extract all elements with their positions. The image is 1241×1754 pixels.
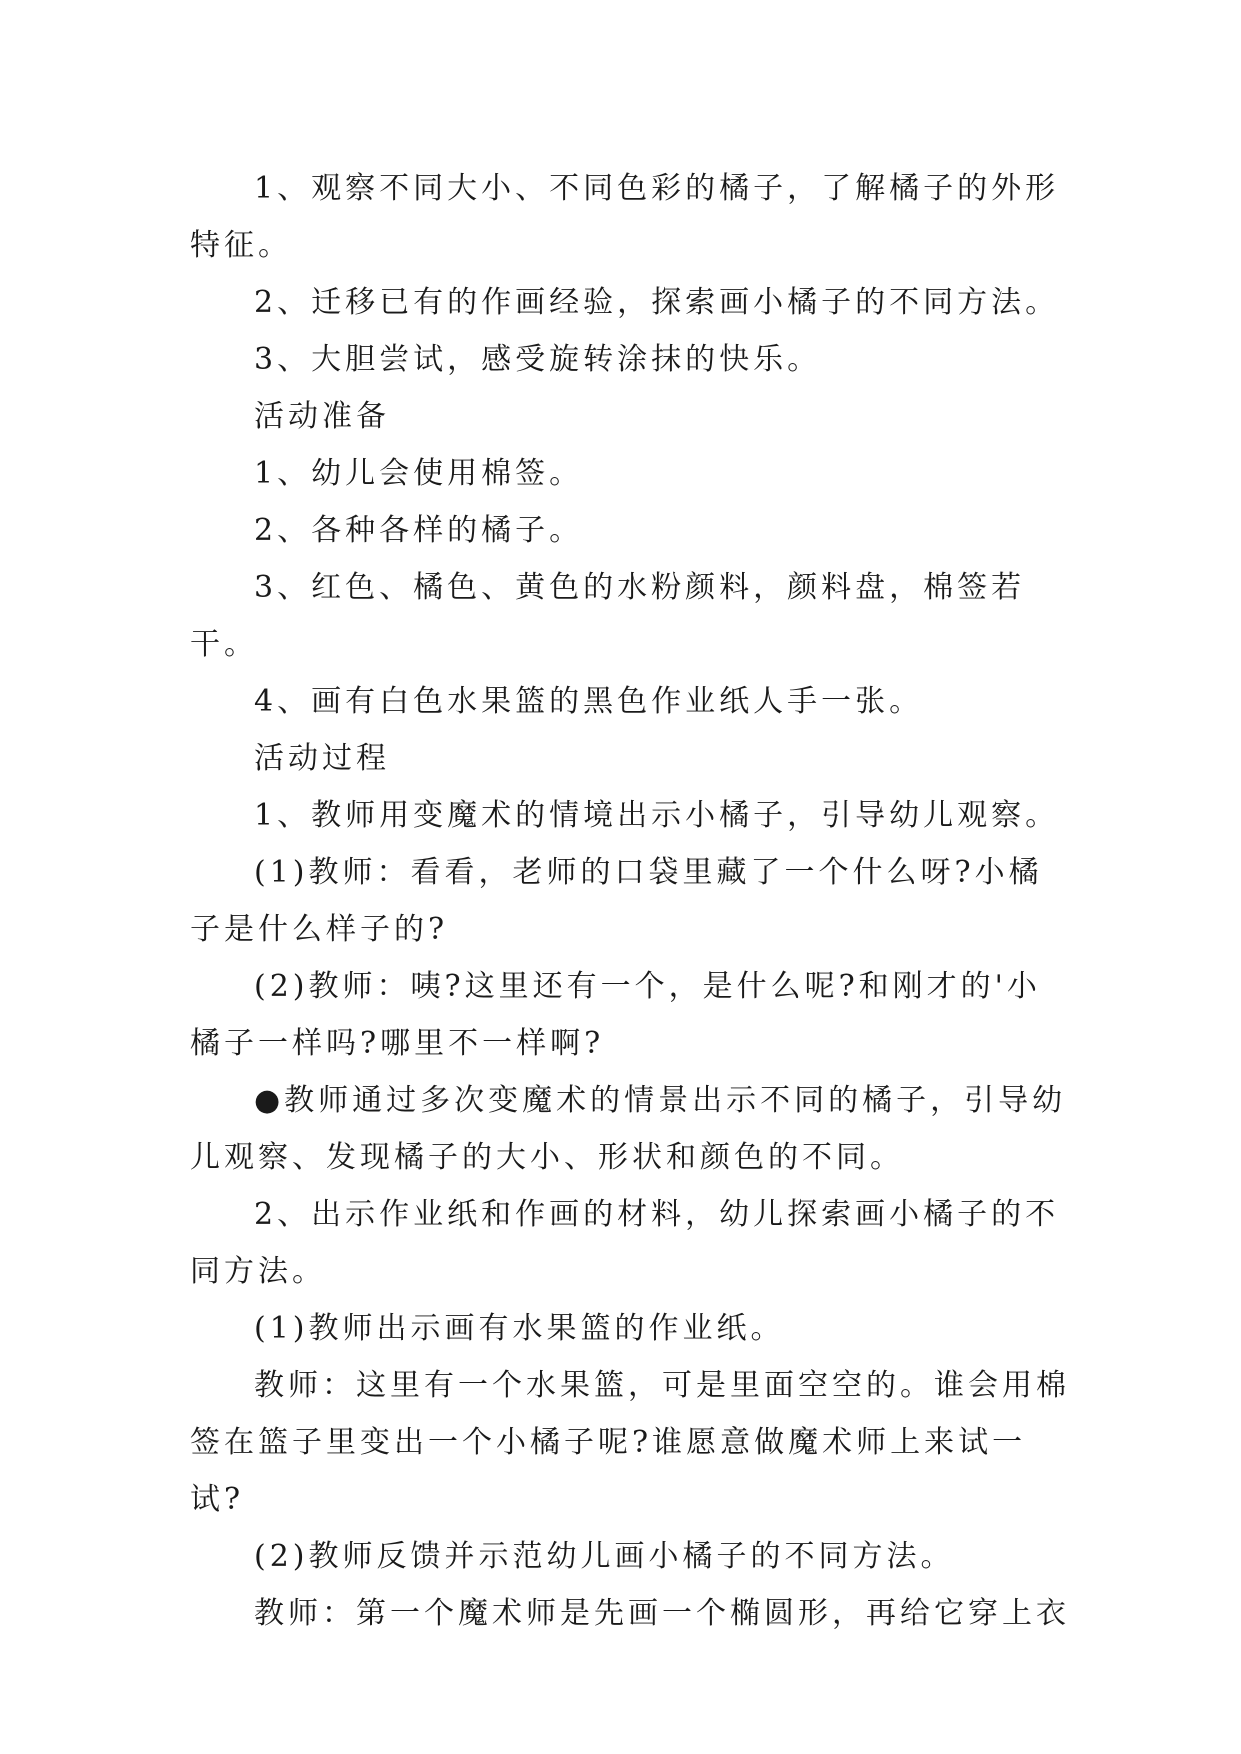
- paragraph-goal-1: 1、观察不同大小、不同色彩的橘子，了解橘子的外形特征。: [190, 171, 1060, 263]
- document-body: [190, 160, 1070, 1642]
- section-heading-preparation: 活动准备: [254, 399, 390, 434]
- paragraph-process-1-1: (1)教师：看看，老师的口袋里藏了一个什么呀?小橘子是什么样子的?: [190, 855, 1043, 947]
- paragraph-process-1-2: (2)教师：咦?这里还有一个，是什么呢?和刚才的'小橘子一样吗?哪里不一样啊?: [190, 969, 1041, 1061]
- paragraph-prep-3: 3、红色、橘色、黄色的水粉颜料，颜料盘，棉签若干。: [190, 570, 1026, 662]
- paragraph-goal-2: 2、迁移已有的作画经验，探索画小橘子的不同方法。: [254, 285, 1060, 320]
- paragraph-process-bullet: ●教师通过多次变魔术的情景出示不同的橘子，引导幼儿观察、发现橘子的大小、形状和颜色的不同。: [190, 1083, 1067, 1175]
- paragraph-process-2: 2、出示作业纸和作画的材料，幼儿探索画小橘子的不同方法。: [190, 1197, 1060, 1289]
- paragraph-process-1: 1、教师用变魔术的情境出示小橘子，引导幼儿观察。: [254, 798, 1060, 833]
- paragraph-teacher-magician: 教师：第一个魔术师是先画一个椭圆形，再给它穿上衣: [254, 1596, 1070, 1631]
- paragraph-process-2-1: (1)教师出示画有水果篮的作业纸。: [254, 1311, 785, 1346]
- paragraph-prep-2: 2、各种各样的橘子。: [254, 513, 584, 548]
- section-heading-process: 活动过程: [254, 741, 390, 776]
- paragraph-teacher-basket: 教师：这里有一个水果篮，可是里面空空的。谁会用棉签在篮子里变出一个小橘子呢?谁愿意做魔术师上来试一试?: [190, 1368, 1070, 1517]
- paragraph-prep-4: 4、画有白色水果篮的黑色作业纸人手一张。: [254, 684, 924, 719]
- paragraph-process-2-2: (2)教师反馈并示范幼儿画小橘子的不同方法。: [254, 1539, 955, 1574]
- paragraph-goal-3: 3、大胆尝试，感受旋转涂抹的快乐。: [254, 342, 822, 377]
- paragraph-prep-1: 1、幼儿会使用棉签。: [254, 456, 584, 491]
